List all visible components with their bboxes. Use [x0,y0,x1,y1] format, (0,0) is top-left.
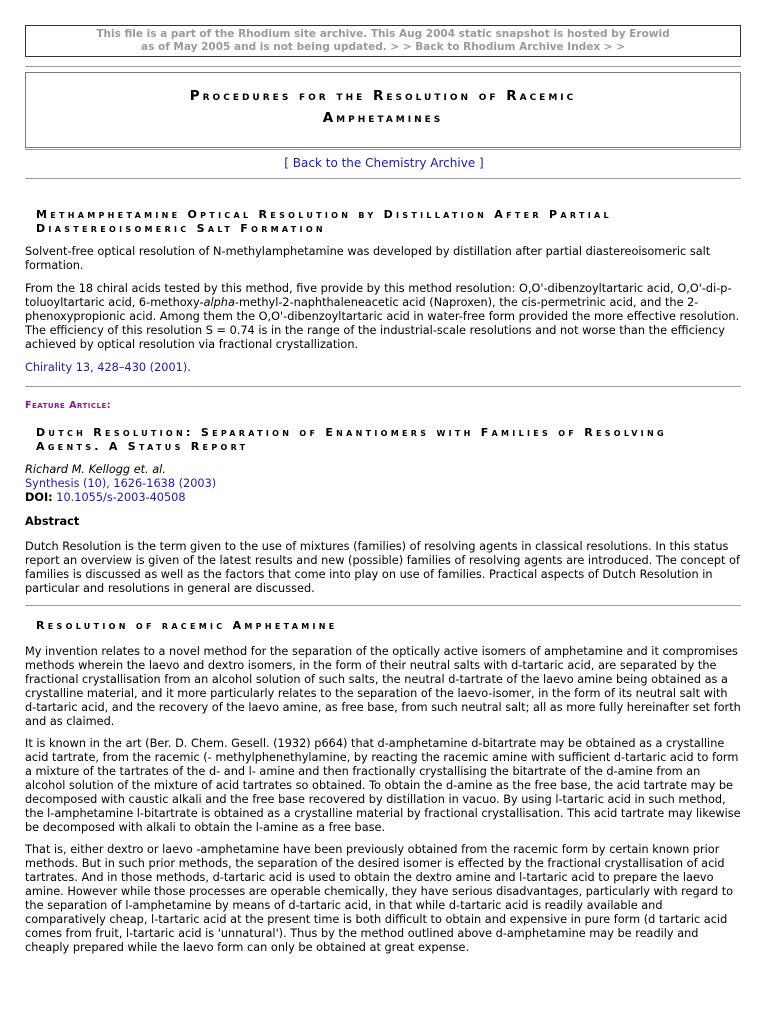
abstract-text: Dutch Resolution is the term given to the use of mixtures (families) of resolving agents in classical resolutions. In this status report an overview is given of the latest results and new (possible) families of resolving agents are introduced. The concept of families is discussed as well as the factors that come into play on use of families. Practical aspects of Dutch Resolution in particular and resolutions in general are discussed. [25,540,740,595]
divider [25,66,741,67]
divider [25,178,741,179]
banner-line-1: This file is a part of the Rhodium site archive. This Aug 2004 static snapshot is hosted by Erowid [96,28,670,40]
section3-paragraph-2: It is known in the art (Ber. D. Chem. Gesell. (1932) p664) that d-amphetamine d-bitartrate may be obtained as a crystalline acid tartrate, from the racemic (- methylphenethylamine, by reacting the racemic amine with sufficient d-tartaric acid to form a mixture of the tartrates of the d- and l- amine and then fractionally crystallising the bitartrate of the d-amine from an alcohol solution of the mixture of acid tartrates so obtained. To obtain the d-amine as the free base, the acid tartrate may be decomposed with caustic alkali and the free base recovered by distillation in vacuo. By using l-tartaric acid in such method, the l-amphetamine l-bitartrate is obtained as a crystalline material by fractional crystallisation. This acid tartrate may likewise be decomposed with alkali to obtain the l-amine as a free base. [25,737,741,834]
section1-paragraph-2: From the 18 chiral acids tested by this method, five provide by this method resolution: O,O'-dibenzoyltartaric acid, O,O'-di-p-toluoyltartaric acid, 6-methoxy-alpha-methyl-2-naphthaleneacetic acid (Naproxen), the cis-permetrinic acid, and the 2-phenoxypropionic acid. Among them the O,O'-dibenzoyltartaric acid in water-free form provided the more effective resolution. The efficiency of this resolution S = 0.74 is in the range of the industrial-scale resolutions and not worse than the efficiency achieved by optical resolution via fractional crystallization. [25,282,740,351]
section1-citation: Chirality 13, 428–430 (2001). [25,361,191,374]
page-title-line-2: Amphetamines [322,110,444,126]
section-heading-resolution-racemic: Resolution of racemic Amphetamine [36,619,338,632]
back-to-archive-link[interactable]: [ Back to the Chemistry Archive ] [284,156,484,170]
archive-banner[interactable] [25,25,741,57]
doi-label: DOI: [25,491,53,504]
authors: Richard M. Kellogg et. al. [25,463,166,476]
section1-paragraph-1: Solvent-free optical resolution of N-methylamphetamine was developed by distillation after partial diastereoisomeric salt formation. [25,245,711,272]
feature-article-label: Feature Article: [25,400,112,411]
doi-link[interactable]: 10.1055/s-2003-40508 [56,491,186,504]
title-box [25,72,741,148]
doi-line [25,491,741,505]
section3-paragraph-3: That is, either dextro or laevo -amphetamine have been previously obtained from the racemic form by certain known prior methods. But in such prior methods, the separation of the desired isomer is effected by the fractional crystallisation of acid tartrates. And in those methods, d-tartaric acid is used to obtain the dextro amine and l-tartaric acid to prepare the laevo amine. However while those processes are operable chemically, they have serious disadvantages, particularly with regard to the separation of l-amphetamine by means of d-tartaric acid, in that while d-tartaric acid is readily available and comparatively cheap, l-tartaric acid at the present time is both difficult to obtain and expensive in pure form (d tartaric acid comes from fruit, l-tartaric acid is 'unnatural'). Thus by the method outlined above d-amphetamine may be readily and cheaply prepared while the laevo form can only be obtained at great expense. [25,843,734,954]
page-title [26,85,740,129]
abstract-heading: Abstract [25,515,80,528]
page-title-line-1: Procedures for the Resolution of Racemic [189,88,577,104]
journal-link[interactable]: Synthesis (10), 1626-1638 (2003) [25,477,217,490]
banner-line-2[interactable]: as of May 2005 and is not being updated. > > Back to Rhodium Archive Index > > [140,41,626,53]
section-heading-dutch-resolution: Dutch Resolution: Separation of Enantiomers with Families of Resolving Agents. A Status Report [36,426,667,453]
section3-paragraph-1: My invention relates to a novel method for the separation of the optically active isomers of amphetamine and it compromises methods wherein the laevo and dextro isomers, in the form of their neutral salts with d-tartaric acid, are separated by the fractional crystallisation from an alcohol solution of such salts, the neutral d-tartrate of the laevo amine being obtained as a crystalline material, and it more particularly relates to the separation of the laevo-isomer, in the form of its neutral salt with d-tartaric acid, and the recovery of the laevo amine, as free base, from such neutral salt; all as more fully hereinafter set forth and as claimed. [25,645,741,728]
divider [25,605,741,606]
divider [25,149,741,150]
section-heading-methamphetamine: Methamphetamine Optical Resolution by Distillation After Partial Diastereoisomeric Salt Formation [36,208,612,235]
divider [25,386,741,387]
citation-link[interactable]: Chirality 13, 428–430 (2001) [25,361,188,374]
